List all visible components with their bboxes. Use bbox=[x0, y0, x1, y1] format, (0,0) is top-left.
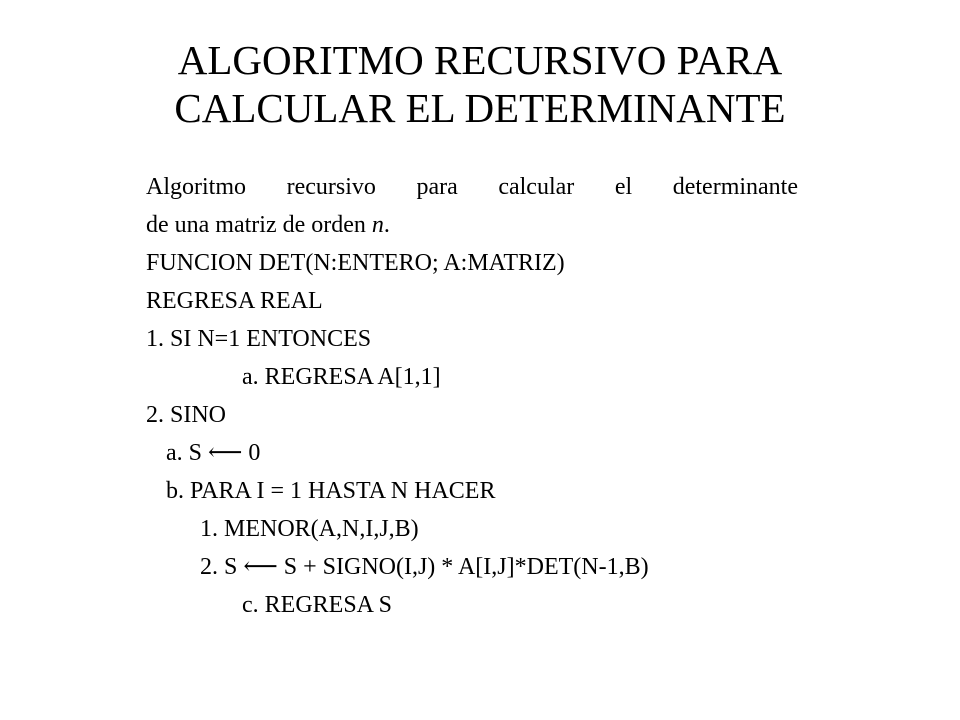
intro-line-2 bbox=[146, 206, 846, 244]
returns-line: REGRESA REAL bbox=[146, 288, 323, 314]
algorithm-body bbox=[146, 168, 846, 624]
left-arrow-icon: ⟵ bbox=[208, 440, 243, 466]
slide-title bbox=[0, 36, 960, 132]
step-2b-1: 1. MENOR(A,N,I,J,B) bbox=[200, 516, 419, 542]
intro-line-2-prefix: de una matriz de orden bbox=[146, 212, 372, 238]
step-2b-2-suffix: S + SIGNO(I,J) * A[I,J]*DET(N-1,B) bbox=[283, 554, 649, 580]
slide-title-line-2: CALCULAR EL DETERMINANTE bbox=[174, 85, 786, 131]
step-2: 2. SINO bbox=[146, 402, 227, 428]
step-2a bbox=[146, 434, 846, 472]
intro-line-2-suffix: . bbox=[383, 212, 390, 238]
step-1a: a. REGRESA A[1,1] bbox=[242, 364, 441, 390]
left-arrow-icon: ⟵ bbox=[243, 554, 278, 580]
intro-line-2-variable: n bbox=[371, 212, 384, 238]
step-2b-2 bbox=[146, 548, 846, 586]
step-2c: c. REGRESA S bbox=[242, 592, 393, 618]
slide-title-line-1: ALGORITMO RECURSIVO PARA bbox=[177, 37, 783, 83]
intro-line-1: Algoritmo recursivo para calcular el determinante bbox=[146, 174, 798, 200]
step-2b: b. PARA I = 1 HASTA N HACER bbox=[166, 478, 496, 504]
function-header: FUNCION DET(N:ENTERO; A:MATRIZ) bbox=[146, 250, 565, 276]
step-2b-2-prefix: 2. S bbox=[200, 554, 238, 580]
step-1: 1. SI N=1 ENTONCES bbox=[146, 326, 372, 352]
step-2a-suffix: 0 bbox=[248, 440, 261, 466]
step-2a-prefix: a. S bbox=[166, 440, 202, 466]
